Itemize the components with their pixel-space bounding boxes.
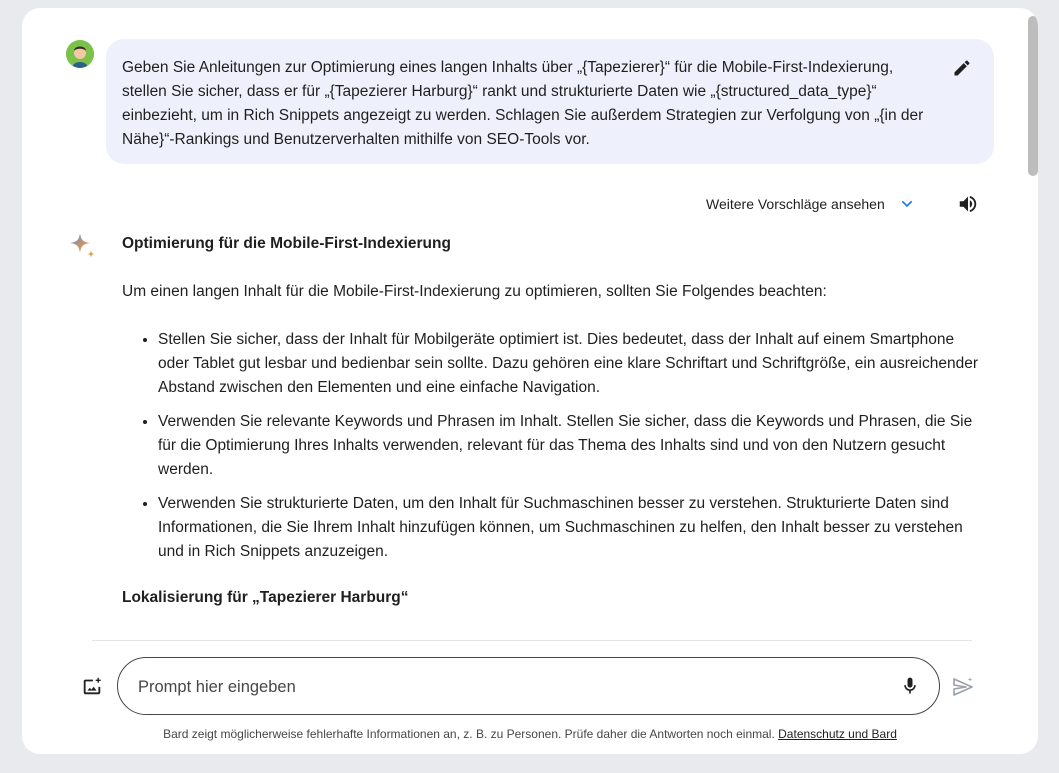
scrollbar-thumb[interactable]	[1028, 16, 1038, 176]
prompt-input[interactable]	[138, 675, 878, 699]
privacy-link[interactable]: Datenschutz und Bard	[778, 727, 897, 741]
response-subheading: Lokalisierung für „Tapezierer Harburg“	[122, 589, 409, 606]
add-image-icon	[81, 675, 103, 697]
chat-window	[22, 8, 1038, 754]
prompt-input-container[interactable]	[117, 657, 940, 715]
list-item: • Stellen Sie sicher, dass der Inhalt für Mobilgeräte optimiert ist. Dies bedeutet, dass der Inhalt auf einem Smartphone oder Tablet gut lesbar und bedienbar sein sollte. Dazu gehören eine klare Schriftart und Schriftgröße, ein ausreichender Abstand zwischen den Elementen und eine einfache Navigation.	[158, 328, 982, 400]
disclaimer-text: Bard zeigt möglicherweise fehlerhafte Informationen an, z. B. zu Personen. Prüfe daher die Antworten noch einmal.	[163, 727, 775, 741]
speaker-icon	[957, 193, 979, 215]
read-aloud-button[interactable]	[956, 192, 980, 216]
upload-image-button[interactable]	[80, 674, 104, 698]
list-item: • Verwenden Sie relevante Keywords und Phrasen im Inhalt. Stellen Sie sicher, dass die Keywords und Phrasen, die Sie für die Optimierung Ihres Inhalts verwenden, relevant für das Thema des Inhalts sind und von den Nutzern gesucht werden.	[158, 410, 982, 482]
footer-disclaimer	[22, 727, 1038, 741]
more-suggestions-button[interactable]	[706, 192, 915, 216]
response-bullet-list	[122, 328, 982, 564]
user-avatar	[66, 40, 94, 68]
chevron-down-icon	[899, 196, 915, 212]
user-prompt-text: Geben Sie Anleitungen zur Optimierung eines langen Inhalts über „{Tapezierer}“ für die Mobile-First-Indexierung, stellen Sie sicher, dass er für „{Tapezierer Harburg}“ rankt und strukturierte Daten wie „{structured_data_type}“ einbezieht, um in Rich Snippets angezeigt zu werden. Schlagen Sie außerdem Strategien zur Verfolgung von „{in der Nähe}“-Rankings und Benutzerverhalten mithilfe von SEO-Tools vor.	[122, 59, 924, 148]
user-avatar-icon	[66, 40, 94, 68]
bard-sparkle-icon	[68, 231, 98, 261]
more-suggestions-label: Weitere Vorschläge ansehen	[706, 196, 885, 212]
microphone-icon	[900, 675, 920, 697]
microphone-button[interactable]	[898, 674, 922, 698]
pencil-icon	[952, 58, 972, 78]
send-button[interactable]	[950, 674, 976, 700]
user-prompt-bubble	[106, 39, 994, 164]
scrollbar-track[interactable]	[1026, 8, 1038, 754]
send-icon	[951, 675, 975, 699]
edit-prompt-button[interactable]	[950, 56, 974, 80]
response-intro: Um einen langen Inhalt für die Mobile-First-Indexierung zu optimieren, sollten Sie Folgendes beachten:	[122, 283, 827, 300]
input-divider	[92, 640, 972, 641]
bard-response	[122, 232, 982, 610]
list-item: • Verwenden Sie strukturierte Daten, um den Inhalt für Suchmaschinen besser zu verstehen. Strukturierte Daten sind Informationen, die Sie Ihrem Inhalt hinzufügen können, um Suchmaschinen zu helfen, den Inhalt besser zu verstehen und in Rich Snippets anzuzeigen.	[158, 492, 982, 564]
response-heading: Optimierung für die Mobile-First-Indexierung	[122, 235, 451, 252]
